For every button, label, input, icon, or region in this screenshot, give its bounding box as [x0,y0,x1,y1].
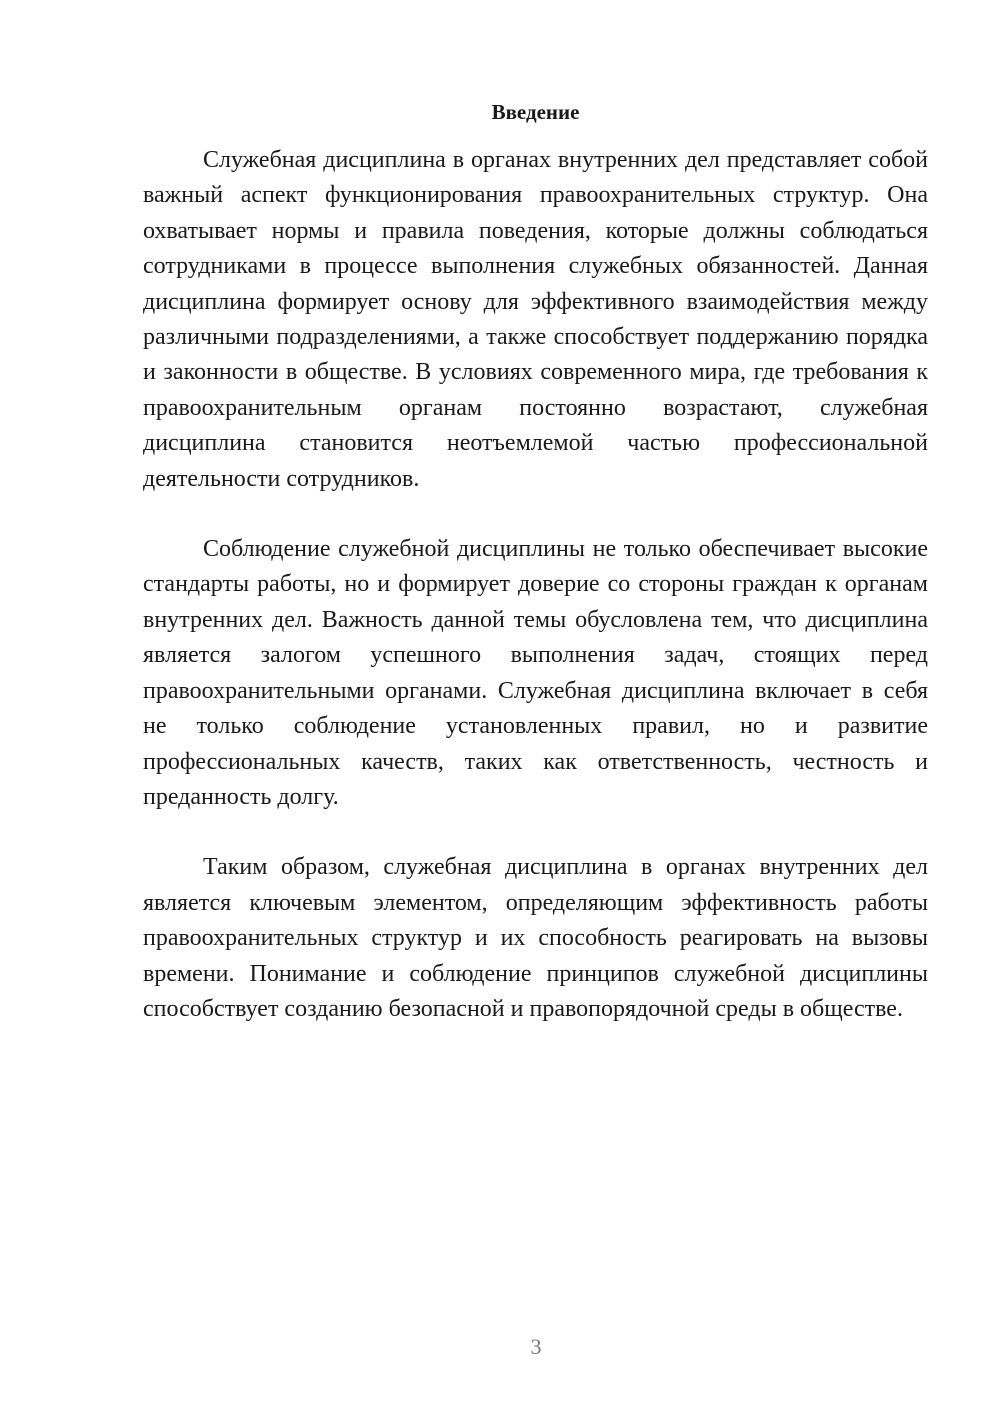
paragraph-1: Служебная дисциплина в органах внутренних дел представляет собой важный аспект функционирования правоохранительных структур. Она охватывает нормы и правила поведения, которые должны соблюдаться сотрудниками в процессе выполнения служебных обязанностей. Данная дисциплина формирует основу для эффективного взаимодействия между различными подразделениями, а также способствует поддержанию порядка и законности в обществе. В условиях современного мира, где требования к правоохранительным органам постоянно возрастают, служебная дисциплина становится неотъемлемой частью профессиональной деятельности сотрудников. [143,147,928,492]
section-heading: Введение [491,100,580,124]
paragraph-3: Таким образом, служебная дисциплина в органах внутренних дел является ключевым элементом, определяющим эффективность работы правоохранительных структур и их способность реагировать на вызовы времени. Понимание и соблюдение принципов служебной дисциплины способствует созданию безопасной и правопорядочной среды в обществе. [143,854,928,1022]
body-text [143,143,928,1062]
paragraph-2: Соблюдение служебной дисциплины не только обеспечивает высокие стандарты работы, но и формирует доверие со стороны граждан к органам внутренних дел. Важность данной темы обусловлена тем, что дисциплина является залогом успешного выполнения задач, стоящих перед правоохранительными органами. Служебная дисциплина включает в себя не только соблюдение установленных правил, но и развитие профессиональных качеств, таких как ответственность, честность и преданность долгу. [143,536,928,810]
page-number: 3 [530,1334,542,1359]
